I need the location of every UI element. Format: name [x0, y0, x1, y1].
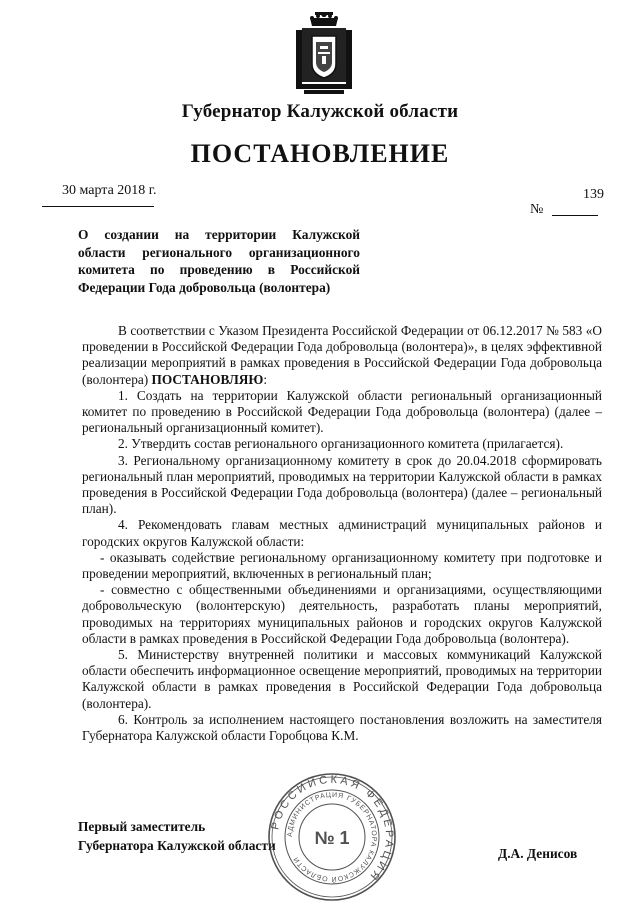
- list-item: 2. Утвердить состав регионального организационного комитета (прилагается).: [118, 436, 564, 452]
- signatory-position: [78, 817, 276, 855]
- issuing-authority: Губернатор Калужской области: [181, 101, 459, 122]
- document-subject: О создании на территории Калужской области регионального организационного комитета по проведению в Российской Федерации Года добровольца (волонтера): [78, 227, 360, 295]
- preamble-text: В соответствии с Указом Президента Российской Федерации от 06.12.2017 № 583 «О проведении в Российской Федерации Года добровольца (волонтера)», в целях эффективной реализации мероприятий в рамках проведения в Российской Федерации Года добровольца (волонтера): [82, 323, 602, 387]
- seal-inner-text: АДМИНИСТРАЦИЯ ГУБЕРНАТОРА КАЛУЖСКОЙ ОБЛАСТИ: [286, 791, 378, 883]
- document-body: [82, 323, 602, 744]
- preamble-paragraph: [82, 323, 602, 388]
- resolution-keyword: ПОСТАНОВЛЯЮ: [151, 371, 264, 387]
- signatory-position-line1: Первый заместитель: [78, 819, 206, 834]
- list-item: 1. Создать на территории Калужской области региональный организационный комитет по проведению в Российской Федерации Года добровольца (волонтера) (далее – региональный организационный комитет).: [82, 387, 602, 436]
- sub-list-item: - оказывать содействие региональному организационному комитету при подготовке и проведении мероприятий, включенных в региональный план;: [82, 549, 602, 582]
- document-number: 139: [583, 187, 604, 202]
- sub-list-item: - совместно с общественными объединениями и организациями, осуществляющими добровольческую (волонтерскую) деятельность, разработать планы мероприятий, проводимых на территориях муниципальных районов и городских округов Калужской области в рамках проведения в Российской Федерации Года добровольца (волонтера).: [82, 582, 602, 646]
- signatory-name: Д.А. Денисов: [498, 846, 578, 861]
- list-item: 3. Региональному организационному комитету в срок до 20.04.2018 сформировать региональный план мероприятий, проводимых на территории Калужской области в рамках проведения в Российской Федерации Года добровольца (волонтера) (далее – региональный план).: [82, 452, 602, 517]
- number-sign: №: [530, 202, 544, 217]
- list-item: 5. Министерству внутренней политики и массовых коммуникаций Калужской области обеспечить информационное освещение мероприятий, проводимых на территории Калужской области в рамках проведения в Российской Федерации Года добровольца (волонтера).: [82, 647, 602, 711]
- coat-of-arms-emblem: [296, 12, 352, 96]
- number-underline: [552, 215, 598, 216]
- document-type-title: ПОСТАНОВЛЕНИЕ: [190, 139, 450, 168]
- date-underline: [42, 206, 154, 207]
- seal-outer-text: РОССИЙСКАЯ ФЕДЕРАЦИЯ: [269, 773, 396, 885]
- official-seal-stamp: [266, 771, 398, 903]
- list-item: 6. Контроль за исполнением настоящего постановления возложить на заместителя Губернатора Калужской области Горобцова К.М.: [82, 711, 602, 744]
- list-item: 4. Рекомендовать главам местных администраций муниципальных районов и городских округов Калужской области:: [82, 517, 602, 549]
- document-date: 30 марта 2018 г.: [62, 183, 157, 198]
- signatory-position-line2: Губернатора Калужской области: [78, 838, 276, 853]
- seal-number: № 1: [314, 828, 350, 848]
- preamble-end: :: [263, 371, 268, 387]
